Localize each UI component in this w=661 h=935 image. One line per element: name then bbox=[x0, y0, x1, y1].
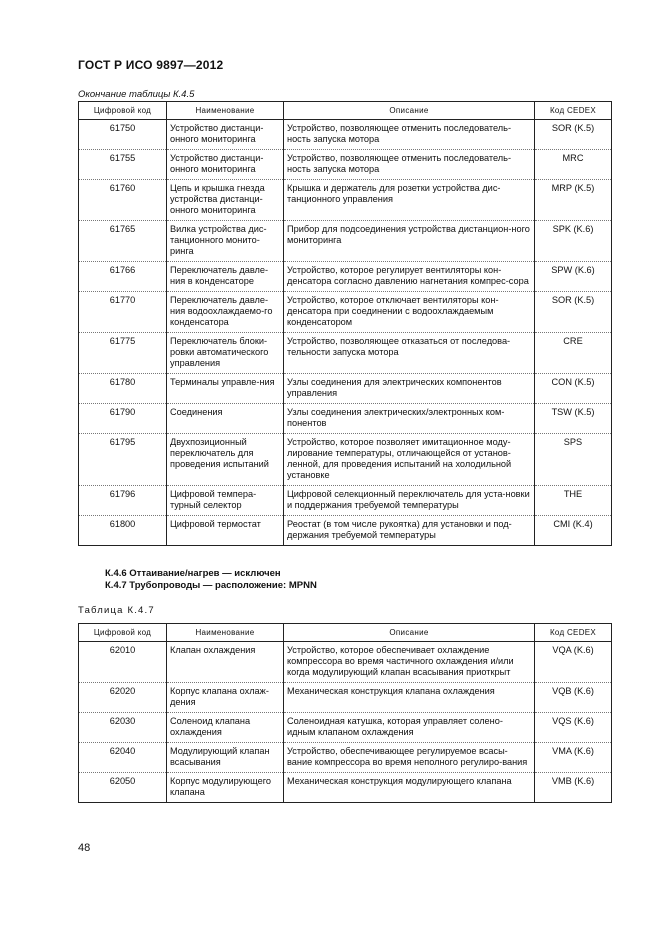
page-number: 48 bbox=[78, 842, 91, 854]
cell-name: Цепь и крышка гнезда устройства дистанци-онного мониторинга bbox=[167, 180, 284, 221]
table-row bbox=[79, 713, 612, 743]
cell-description: Соленоидная катушка, которая управляет солено-идным клапаном охлаждения bbox=[284, 713, 535, 743]
cell-description: Устройство, позволяющее отменить последователь-ность запуска мотора bbox=[284, 150, 535, 180]
cell-name: Соединения bbox=[167, 404, 284, 434]
cell-cedex: CMI (K.4) bbox=[535, 516, 612, 546]
table-caption-k47: Таблица К.4.7 bbox=[78, 605, 155, 616]
cell-cedex: SPK (K.6) bbox=[535, 221, 612, 262]
table-k45 bbox=[78, 101, 612, 546]
cell-code: 61775 bbox=[79, 333, 167, 374]
column-header-cedex: Код CEDEX bbox=[535, 102, 612, 120]
table-row bbox=[79, 683, 612, 713]
table-row bbox=[79, 150, 612, 180]
cell-code: 62010 bbox=[79, 642, 167, 683]
cell-description: Устройство, которое отключает вентиляторы кон-денсатора при соединении с водоохлаждаемым конденсатором bbox=[284, 292, 535, 333]
cell-name: Корпус модулирующего клапана bbox=[167, 773, 284, 803]
cell-description: Цифровой селекционный переключатель для уста-новки и поддержания требуемой температуры bbox=[284, 486, 535, 516]
table-row bbox=[79, 434, 612, 486]
cell-code: 62020 bbox=[79, 683, 167, 713]
table-row bbox=[79, 404, 612, 434]
table-header-row bbox=[79, 102, 612, 120]
cell-cedex: SPW (K.6) bbox=[535, 262, 612, 292]
cell-description: Устройство, обеспечивающее регулируемое всасы-вание компрессора во время неполного регулиро-вания bbox=[284, 743, 535, 773]
column-header-description: Описание bbox=[284, 102, 535, 120]
cell-description: Крышка и держатель для розетки устройства дис-танционного управления bbox=[284, 180, 535, 221]
cell-cedex: MRP (K.5) bbox=[535, 180, 612, 221]
cell-code: 61760 bbox=[79, 180, 167, 221]
cell-code: 61755 bbox=[79, 150, 167, 180]
document-header: ГОСТ Р ИСО 9897—2012 bbox=[78, 58, 224, 72]
table-row bbox=[79, 221, 612, 262]
table-row bbox=[79, 333, 612, 374]
cell-description: Устройство, позволяющее отменить последователь-ность запуска мотора bbox=[284, 120, 535, 150]
cell-description: Механическая конструкция клапана охлаждения bbox=[284, 683, 535, 713]
cell-name: Вилка устройства дис-танционного монито-ринга bbox=[167, 221, 284, 262]
cell-name: Соленоид клапана охлаждения bbox=[167, 713, 284, 743]
cell-name: Цифровой термостат bbox=[167, 516, 284, 546]
table-row bbox=[79, 516, 612, 546]
cell-name: Двухпозиционный переключатель для проведения испытаний bbox=[167, 434, 284, 486]
table-row bbox=[79, 292, 612, 333]
column-header-name: Наименование bbox=[167, 102, 284, 120]
cell-cedex: THE bbox=[535, 486, 612, 516]
table-row bbox=[79, 486, 612, 516]
cell-cedex: VMB (K.6) bbox=[535, 773, 612, 803]
cell-cedex: SOR (K.5) bbox=[535, 120, 612, 150]
cell-name: Переключатель блоки-ровки автоматического управления bbox=[167, 333, 284, 374]
cell-name: Корпус клапана охлаж-дения bbox=[167, 683, 284, 713]
column-header-code: Цифровой код bbox=[79, 102, 167, 120]
table-caption-k45: Окончание таблицы К.4.5 bbox=[78, 89, 195, 100]
cell-code: 62050 bbox=[79, 773, 167, 803]
cell-cedex: VQA (K.6) bbox=[535, 642, 612, 683]
table-row bbox=[79, 642, 612, 683]
section-heading-k46: К.4.6 Оттаивание/нагрев — исключен bbox=[105, 568, 281, 579]
cell-cedex: VQS (K.6) bbox=[535, 713, 612, 743]
cell-code: 61790 bbox=[79, 404, 167, 434]
cell-cedex: TSW (K.5) bbox=[535, 404, 612, 434]
column-header-description: Описание bbox=[284, 624, 535, 642]
cell-code: 61770 bbox=[79, 292, 167, 333]
cell-name: Устройство дистанци-онного мониторинга bbox=[167, 120, 284, 150]
cell-cedex: VQB (K.6) bbox=[535, 683, 612, 713]
table-body-k47 bbox=[79, 642, 612, 803]
cell-description: Устройство, которое регулирует вентиляторы кон-денсатора согласно давлению нагнетания компрес-сора bbox=[284, 262, 535, 292]
cell-code: 61795 bbox=[79, 434, 167, 486]
cell-code: 61750 bbox=[79, 120, 167, 150]
cell-code: 61766 bbox=[79, 262, 167, 292]
cell-description: Прибор для подсоединения устройства дистанцион-ного мониторинга bbox=[284, 221, 535, 262]
table-header-row bbox=[79, 624, 612, 642]
cell-description: Механическая конструкция модулирующего клапана bbox=[284, 773, 535, 803]
table-row bbox=[79, 374, 612, 404]
cell-cedex: CRE bbox=[535, 333, 612, 374]
cell-cedex: SPS bbox=[535, 434, 612, 486]
cell-cedex: VMA (K.6) bbox=[535, 743, 612, 773]
table-row bbox=[79, 120, 612, 150]
cell-name: Терминалы управле-ния bbox=[167, 374, 284, 404]
cell-code: 61780 bbox=[79, 374, 167, 404]
cell-description: Устройство, которое позволяет имитационное моду-лирование температуры, отличающейся от установ-ленной, для проведения испытаний на холодильной установке bbox=[284, 434, 535, 486]
column-header-cedex: Код CEDEX bbox=[535, 624, 612, 642]
section-heading-k47: К.4.7 Трубопроводы — расположение: MPNN bbox=[105, 580, 317, 591]
cell-name: Модулирующий клапан всасывания bbox=[167, 743, 284, 773]
cell-code: 61796 bbox=[79, 486, 167, 516]
table-row bbox=[79, 773, 612, 803]
cell-description: Устройство, позволяющее отказаться от последова-тельности запуска мотора bbox=[284, 333, 535, 374]
table-row bbox=[79, 743, 612, 773]
cell-description: Узлы соединения для электрических компонентов управления bbox=[284, 374, 535, 404]
cell-name: Клапан охлаждения bbox=[167, 642, 284, 683]
cell-code: 61800 bbox=[79, 516, 167, 546]
table-body-k45 bbox=[79, 120, 612, 546]
column-header-name: Наименование bbox=[167, 624, 284, 642]
cell-description: Устройство, которое обеспечивает охлаждение компрессора во время частичного охлаждения и/или когда модулирующий клапан всасывания приоткрыт bbox=[284, 642, 535, 683]
cell-name: Цифровой темпера-турный селектор bbox=[167, 486, 284, 516]
cell-code: 62040 bbox=[79, 743, 167, 773]
table-row bbox=[79, 180, 612, 221]
cell-cedex: MRC bbox=[535, 150, 612, 180]
cell-name: Устройство дистанци-онного мониторинга bbox=[167, 150, 284, 180]
cell-description: Реостат (в том числе рукоятка) для установки и под-держания требуемой температуры bbox=[284, 516, 535, 546]
table-k47 bbox=[78, 623, 612, 803]
cell-name: Переключатель давле-ния в конденсаторе bbox=[167, 262, 284, 292]
cell-cedex: SOR (K.5) bbox=[535, 292, 612, 333]
cell-code: 62030 bbox=[79, 713, 167, 743]
table-row bbox=[79, 262, 612, 292]
cell-name: Переключатель давле-ния водоохлаждаемо-го конденсатора bbox=[167, 292, 284, 333]
cell-code: 61765 bbox=[79, 221, 167, 262]
column-header-code: Цифровой код bbox=[79, 624, 167, 642]
cell-description: Узлы соединения электрических/электронных ком-понентов bbox=[284, 404, 535, 434]
cell-cedex: CON (K.5) bbox=[535, 374, 612, 404]
